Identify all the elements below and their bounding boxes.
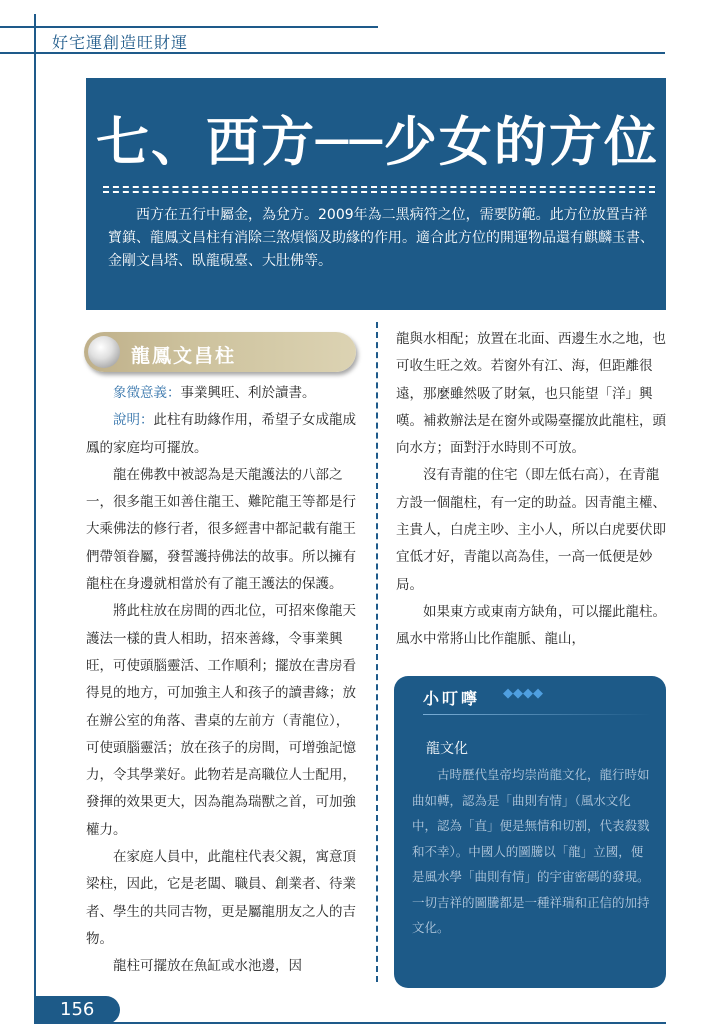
section-title: 龍鳳文昌柱: [131, 345, 237, 367]
left-paragraph-2: 將此柱放在房間的西北位，可招來像龍天護法一樣的貴人相助，招來善緣，令事業興旺，可使頭腦靈活、工作順利；擺放在書房看得見的地方，可加強主人和孩子的讀書緣；放在辦公室的角落、書桌的左前方（青龍位），可使頭腦靈活；放在孩子的房間，可增強記憶力，令其學業好。此物若是高職位人士配用，發揮的效果更大，因為龍為瑞獸之首，可加強權力。: [86, 603, 356, 838]
page-number: 156: [60, 999, 95, 1020]
banner-dashed-rule: [103, 186, 655, 193]
right-paragraph-2: 沒有青龍的住宅（即左低右高），在青龍方設一個龍柱，有一定的助益。因青龍主權、主貴人，白虎主吵、主小人，所以白虎要伏即宜低才好，青龍以高為佳，一高一低便是妙局。: [396, 467, 666, 593]
header-bottom-rule: [0, 52, 665, 54]
symbol-label: 象徵意義：: [113, 385, 181, 401]
note-line: [86, 407, 358, 462]
header-top-rule: [0, 26, 378, 28]
chapter-title: 七、西方──少女的方位: [96, 111, 659, 173]
pearl-icon: [88, 336, 120, 368]
left-column: [86, 380, 358, 981]
page-margin-line: [34, 14, 36, 1022]
symbol-line: [86, 380, 358, 407]
tip-rule: [423, 714, 651, 715]
left-paragraph-1: 龍在佛教中被認為是天龍護法的八部之一，很多龍王如善住龍王、難陀龍王等都是行大乘佛法的修行者，很多經書中都記載有龍王們帶領眷屬，發誓護持佛法的故事。所以擁有龍柱在身邊就相當於有了龍王護法的保護。: [86, 466, 356, 593]
chapter-intro: 西方在五行中屬金，為兌方。2009年為二黑病符之位，需要防範。此方位放置吉祥寶鎮、龍鳳文昌柱有消除三煞煩惱及助緣的作用。適合此方位的開運物品還有麒麟玉書、金剛文昌塔、臥龍硯臺、大肚佛等。: [108, 207, 654, 269]
diamond-icons: ◆◆◆◆: [503, 686, 543, 701]
tip-text: 古時歷代皇帝均崇尚龍文化，龍行時如曲如轉，認為是「曲則有情」（風水文化中，認為「直」便是無情和切割，代表殺戮和不幸）。中國人的圖騰以「龍」立國，便是風水學「曲則有情」的宇宙密碼的發現。一切吉祥的圖騰都是一種祥瑞和正信的加持文化。: [412, 767, 650, 935]
note-label: 說明：: [113, 412, 154, 429]
footer-rule: [34, 1022, 666, 1024]
symbol-text: 事業興旺、利於讀書。: [180, 385, 316, 401]
left-paragraph-3: 在家庭人員中，此龍柱代表父親，寓意頂梁柱，因此，它是老闆、職員、創業者、待業者、學生的共同吉物，更是屬龍朋友之人的吉物。: [86, 849, 356, 947]
right-column: [396, 326, 666, 654]
right-paragraph-1: 龍與水相配；放置在北面、西邊生水之地，也可收生旺之效。若窗外有江、海，但距離很遠，那麼雖然吸了財氣，也只能望「洋」興嘆。補救辦法是在窗外或陽臺擺放此龍柱，頭向水方；面對汙水時則不可放。: [396, 331, 666, 457]
right-paragraph-3: 如果東方或東南方缺角，可以擺此龍柱。風水中常將山比作龍脈、龍山，: [396, 603, 666, 648]
running-header-title: 好宅運創造旺財運: [52, 33, 189, 52]
column-divider: [376, 322, 378, 982]
tip-title: 小叮嚀: [423, 689, 481, 708]
tip-heading: 龍文化: [426, 741, 468, 757]
note-text: 此柱有助緣作用，希望子女成龍成鳳的家庭均可擺放。: [86, 412, 356, 456]
left-paragraph-4: 龍柱可擺放在魚缸或水池邊，因: [113, 958, 302, 975]
